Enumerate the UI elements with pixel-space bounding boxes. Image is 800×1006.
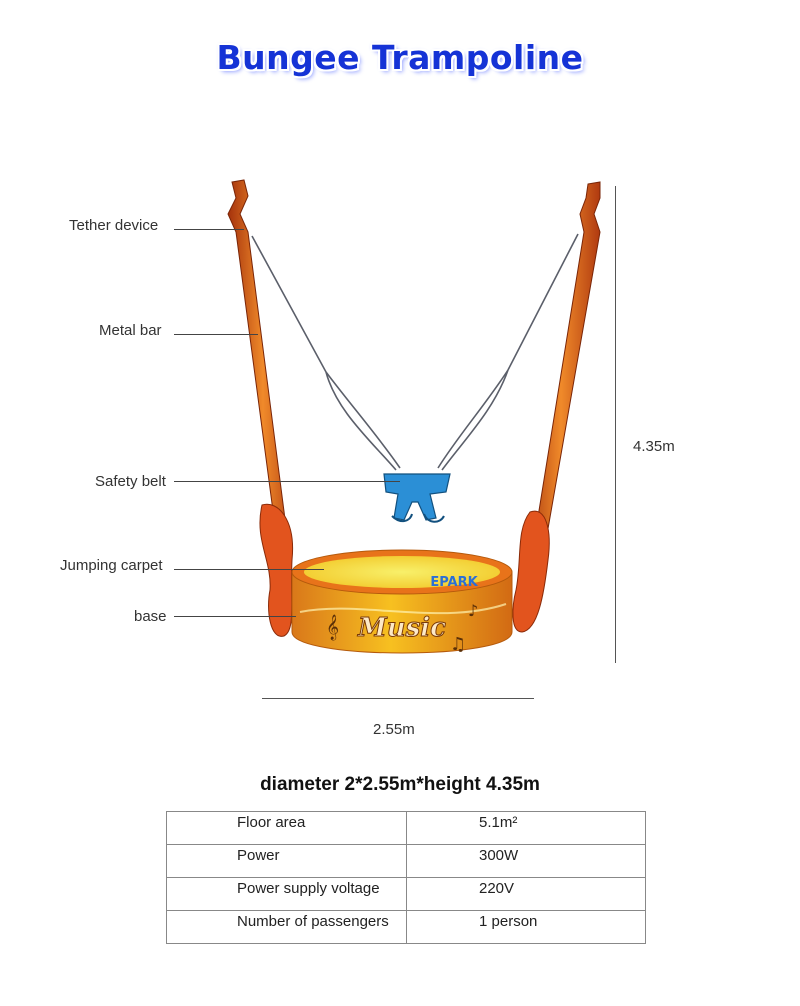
spec-key: Number of passengers	[167, 911, 407, 944]
spec-value: 220V	[407, 878, 646, 911]
right-metal-bar	[513, 182, 600, 632]
width-dimension-label: 2.55m	[373, 721, 415, 738]
spec-value: 5.1m²	[407, 812, 646, 845]
page-title: Bungee Trampoline	[216, 38, 584, 77]
svg-text:♪: ♪	[468, 601, 479, 620]
spec-key: Power	[167, 845, 407, 878]
base-logo-text: EPARK	[430, 575, 478, 590]
bungee-cords	[252, 234, 578, 470]
svg-text:♫: ♫	[450, 634, 467, 655]
spec-value: 1 person	[407, 911, 646, 944]
left-metal-bar	[228, 180, 298, 636]
width-dimension-line	[262, 698, 534, 699]
label-safety-belt: Safety belt	[95, 473, 166, 490]
spec-key: Floor area	[167, 812, 407, 845]
leader-jumping-carpet	[174, 569, 324, 570]
height-dimension-label: 4.35m	[633, 438, 675, 455]
spec-key: Power supply voltage	[167, 878, 407, 911]
label-metal-bar: Metal bar	[99, 322, 162, 339]
table-row	[167, 812, 646, 845]
leader-safety-belt	[174, 481, 400, 482]
spec-value: 300W	[407, 845, 646, 878]
table-row	[167, 911, 646, 944]
label-tether-device: Tether device	[69, 217, 159, 234]
size-summary: diameter 2*2.55m*height 4.35m	[260, 774, 540, 795]
svg-text:𝄞: 𝄞	[326, 615, 340, 640]
leader-metal-bar	[174, 334, 258, 335]
leader-base	[174, 616, 296, 617]
label-jumping-carpet: Jumping carpet	[60, 557, 163, 574]
height-dimension-line	[615, 186, 616, 663]
table-row	[167, 878, 646, 911]
specs-table	[166, 811, 646, 944]
label-base: base	[134, 608, 167, 625]
leader-tether-device	[174, 229, 244, 230]
trampoline-base	[292, 550, 512, 655]
base-music-text: Music	[357, 613, 447, 643]
table-row	[167, 845, 646, 878]
